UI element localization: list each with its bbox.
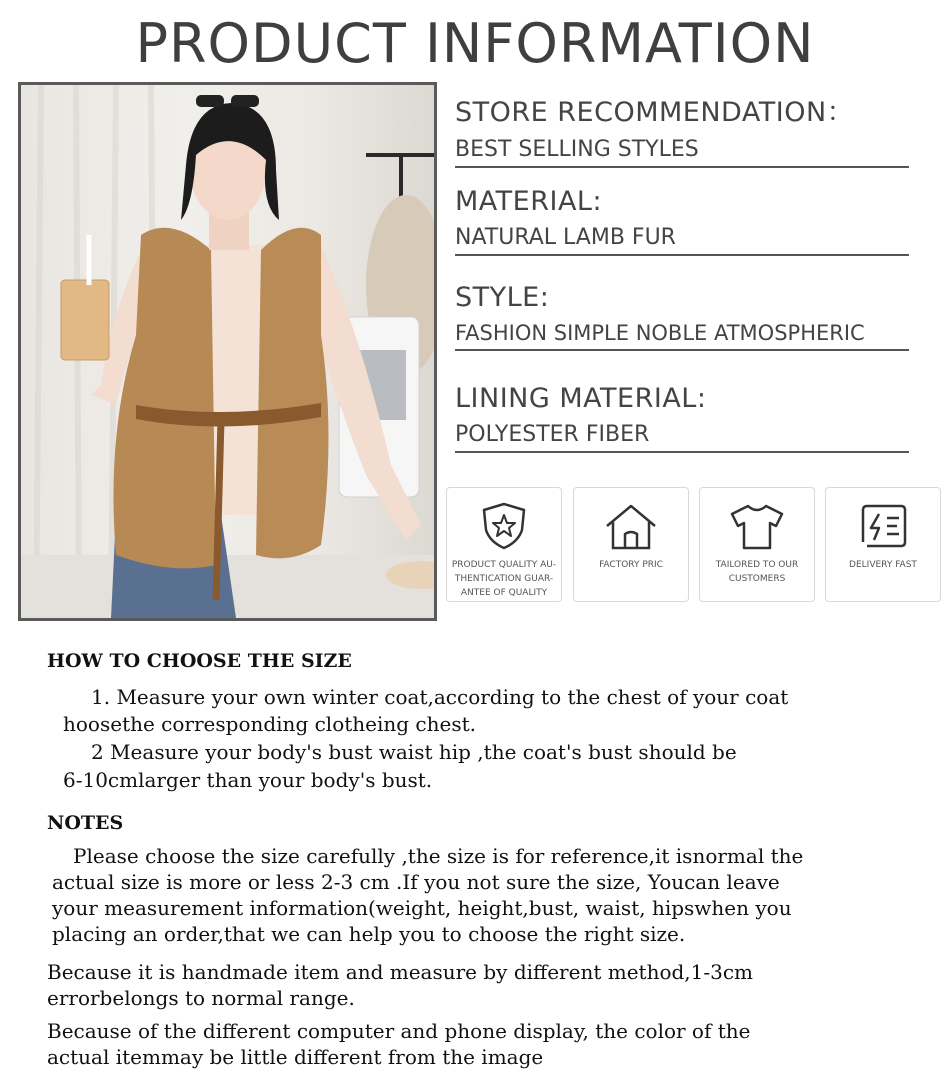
notes-p1-line3: your measurement information(weight, height,bust, waist, hipswhen you	[52, 896, 792, 920]
info-label: LINING MATERIAL:	[455, 383, 707, 414]
info-value: NATURAL LAMB FUR	[455, 225, 909, 256]
feature-quality	[446, 487, 562, 602]
info-lining-material	[455, 383, 915, 453]
product-photo-illustration	[21, 85, 434, 618]
info-label: STORE RECOMMENDATION：	[455, 97, 855, 128]
shield-star-icon	[478, 500, 530, 552]
info-style	[455, 282, 915, 351]
notes-p3-line2: actual itemmay be little different from the image	[47, 1045, 544, 1069]
feature-factory-price	[573, 487, 689, 602]
info-label: STYLE:	[455, 282, 550, 313]
size-step2-line1: 2 Measure your body's bust waist hip ,the coat's bust should be	[91, 740, 737, 764]
product-photo	[21, 85, 434, 618]
notes-p3-line1: Because of the different computer and phone display, the color of the	[47, 1019, 751, 1043]
house-icon	[601, 500, 661, 556]
notes-p2-line1: Because it is handmade item and measure by different method,1-3cm	[47, 960, 754, 984]
page-title: PRODUCT INFORMATION	[135, 12, 815, 75]
feature-delivery	[825, 487, 941, 602]
size-guide-heading: HOW TO CHOOSE THE SIZE	[47, 650, 352, 672]
notes-p1-line1: Please choose the size carefully ,the size is for reference,it isnormal the	[73, 844, 804, 868]
info-material	[455, 186, 915, 256]
info-value: FASHION SIMPLE NOBLE ATMOSPHERIC	[455, 321, 909, 351]
feature-label: DELIVERY FAST	[849, 560, 917, 570]
notes-p1-line4: placing an order,that we can help you to choose the right size.	[52, 922, 686, 946]
size-step1-line1: 1. Measure your own winter coat,according to the chest of your coat	[91, 685, 789, 709]
size-step1-line2: hoosethe corresponding clotheing chest.	[63, 712, 477, 736]
feature-label: PRODUCT QUALITY AU- THENTICATION GUAR- ANTEE OF QUALITY	[451, 560, 557, 598]
info-label: MATERIAL:	[455, 186, 603, 217]
size-step2-line2: 6-10cmlarger than your body's bust.	[63, 768, 433, 792]
notes-p2-line2: errorbelongs to normal range.	[47, 986, 355, 1010]
product-photo-frame	[18, 82, 437, 621]
notes-heading: NOTES	[47, 812, 124, 834]
tshirt-icon	[726, 500, 788, 554]
info-value: POLYESTER FIBER	[455, 422, 909, 453]
feature-label: FACTORY PRIC	[599, 560, 663, 570]
lightning-card-icon	[855, 500, 911, 554]
info-value: BEST SELLING STYLES	[455, 137, 909, 168]
feature-tailored	[699, 487, 815, 602]
info-store-recommendation	[455, 90, 915, 168]
notes-p1-line2: actual size is more or less 2-3 cm .If you not sure the size, Youcan leave	[52, 870, 780, 894]
feature-label: TAILORED TO OUR CUSTOMERS	[715, 560, 799, 584]
